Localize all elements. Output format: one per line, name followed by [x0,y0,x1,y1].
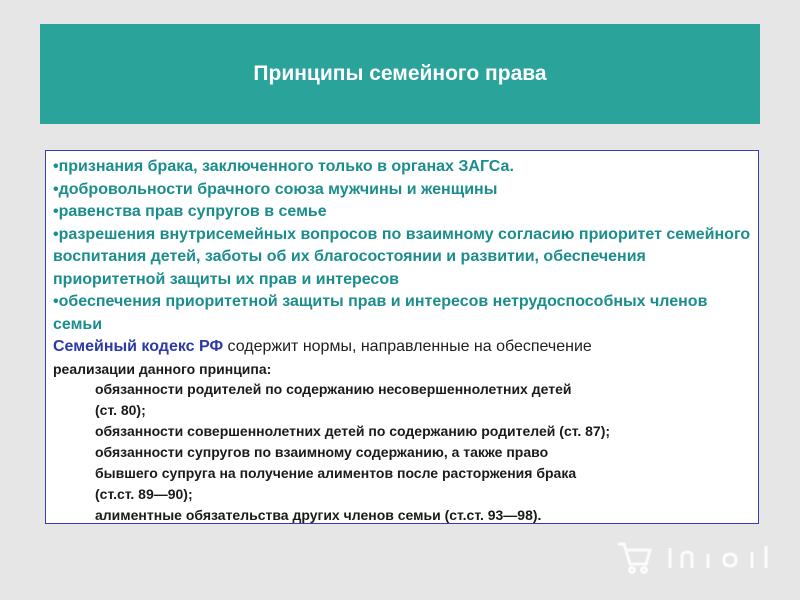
principle-item: •равенства прав супругов в семье [53,203,327,220]
page-title: Принципы семейного права [253,62,547,85]
principle-item: •признания брака, заключенного только в органах ЗАГСа. [53,158,514,175]
title-banner [40,24,760,124]
obligation-line: алиментные обязательства других членов семьи (ст.ст. 93—98). [95,506,542,523]
code-line-rest: содержит нормы, направленные на обеспечение [223,338,592,355]
principle-item: •добровольности брачного союза мужчины и женщины [53,180,498,198]
principle-item: •разрешения внутрисемейных вопросов по взаимному согласию приоритет семейного воспитания детей, заботы об их благосостоянии и развитии, обеспечения приоритетной защиты их прав и интересов [53,225,751,288]
obligation-line: обязанности родителей по содержанию несовершеннолетних детей [95,380,572,397]
watermark-logo-icon [610,536,770,576]
obligation-line: обязанности супругов по взаимному содержанию, а также право [95,443,549,460]
family-code-link: Семейный кодекс РФ [53,338,224,355]
obligation-line: (ст.ст. 89—90); [95,485,193,502]
implementation-label: реализации данного принципа: [53,360,272,377]
principle-item: •обеспечения приоритетной защиты прав и интересов нетрудоспособных членов семьи [53,293,708,333]
obligation-line: обязанности совершеннолетних детей по содержанию родителей (ст. 87); [95,422,611,439]
obligation-line: (ст. 80); [95,401,146,418]
code-line [53,336,758,359]
content-text [53,156,758,526]
obligation-line: бывшего супруга на получение алиментов после расторжения брака [95,464,577,481]
